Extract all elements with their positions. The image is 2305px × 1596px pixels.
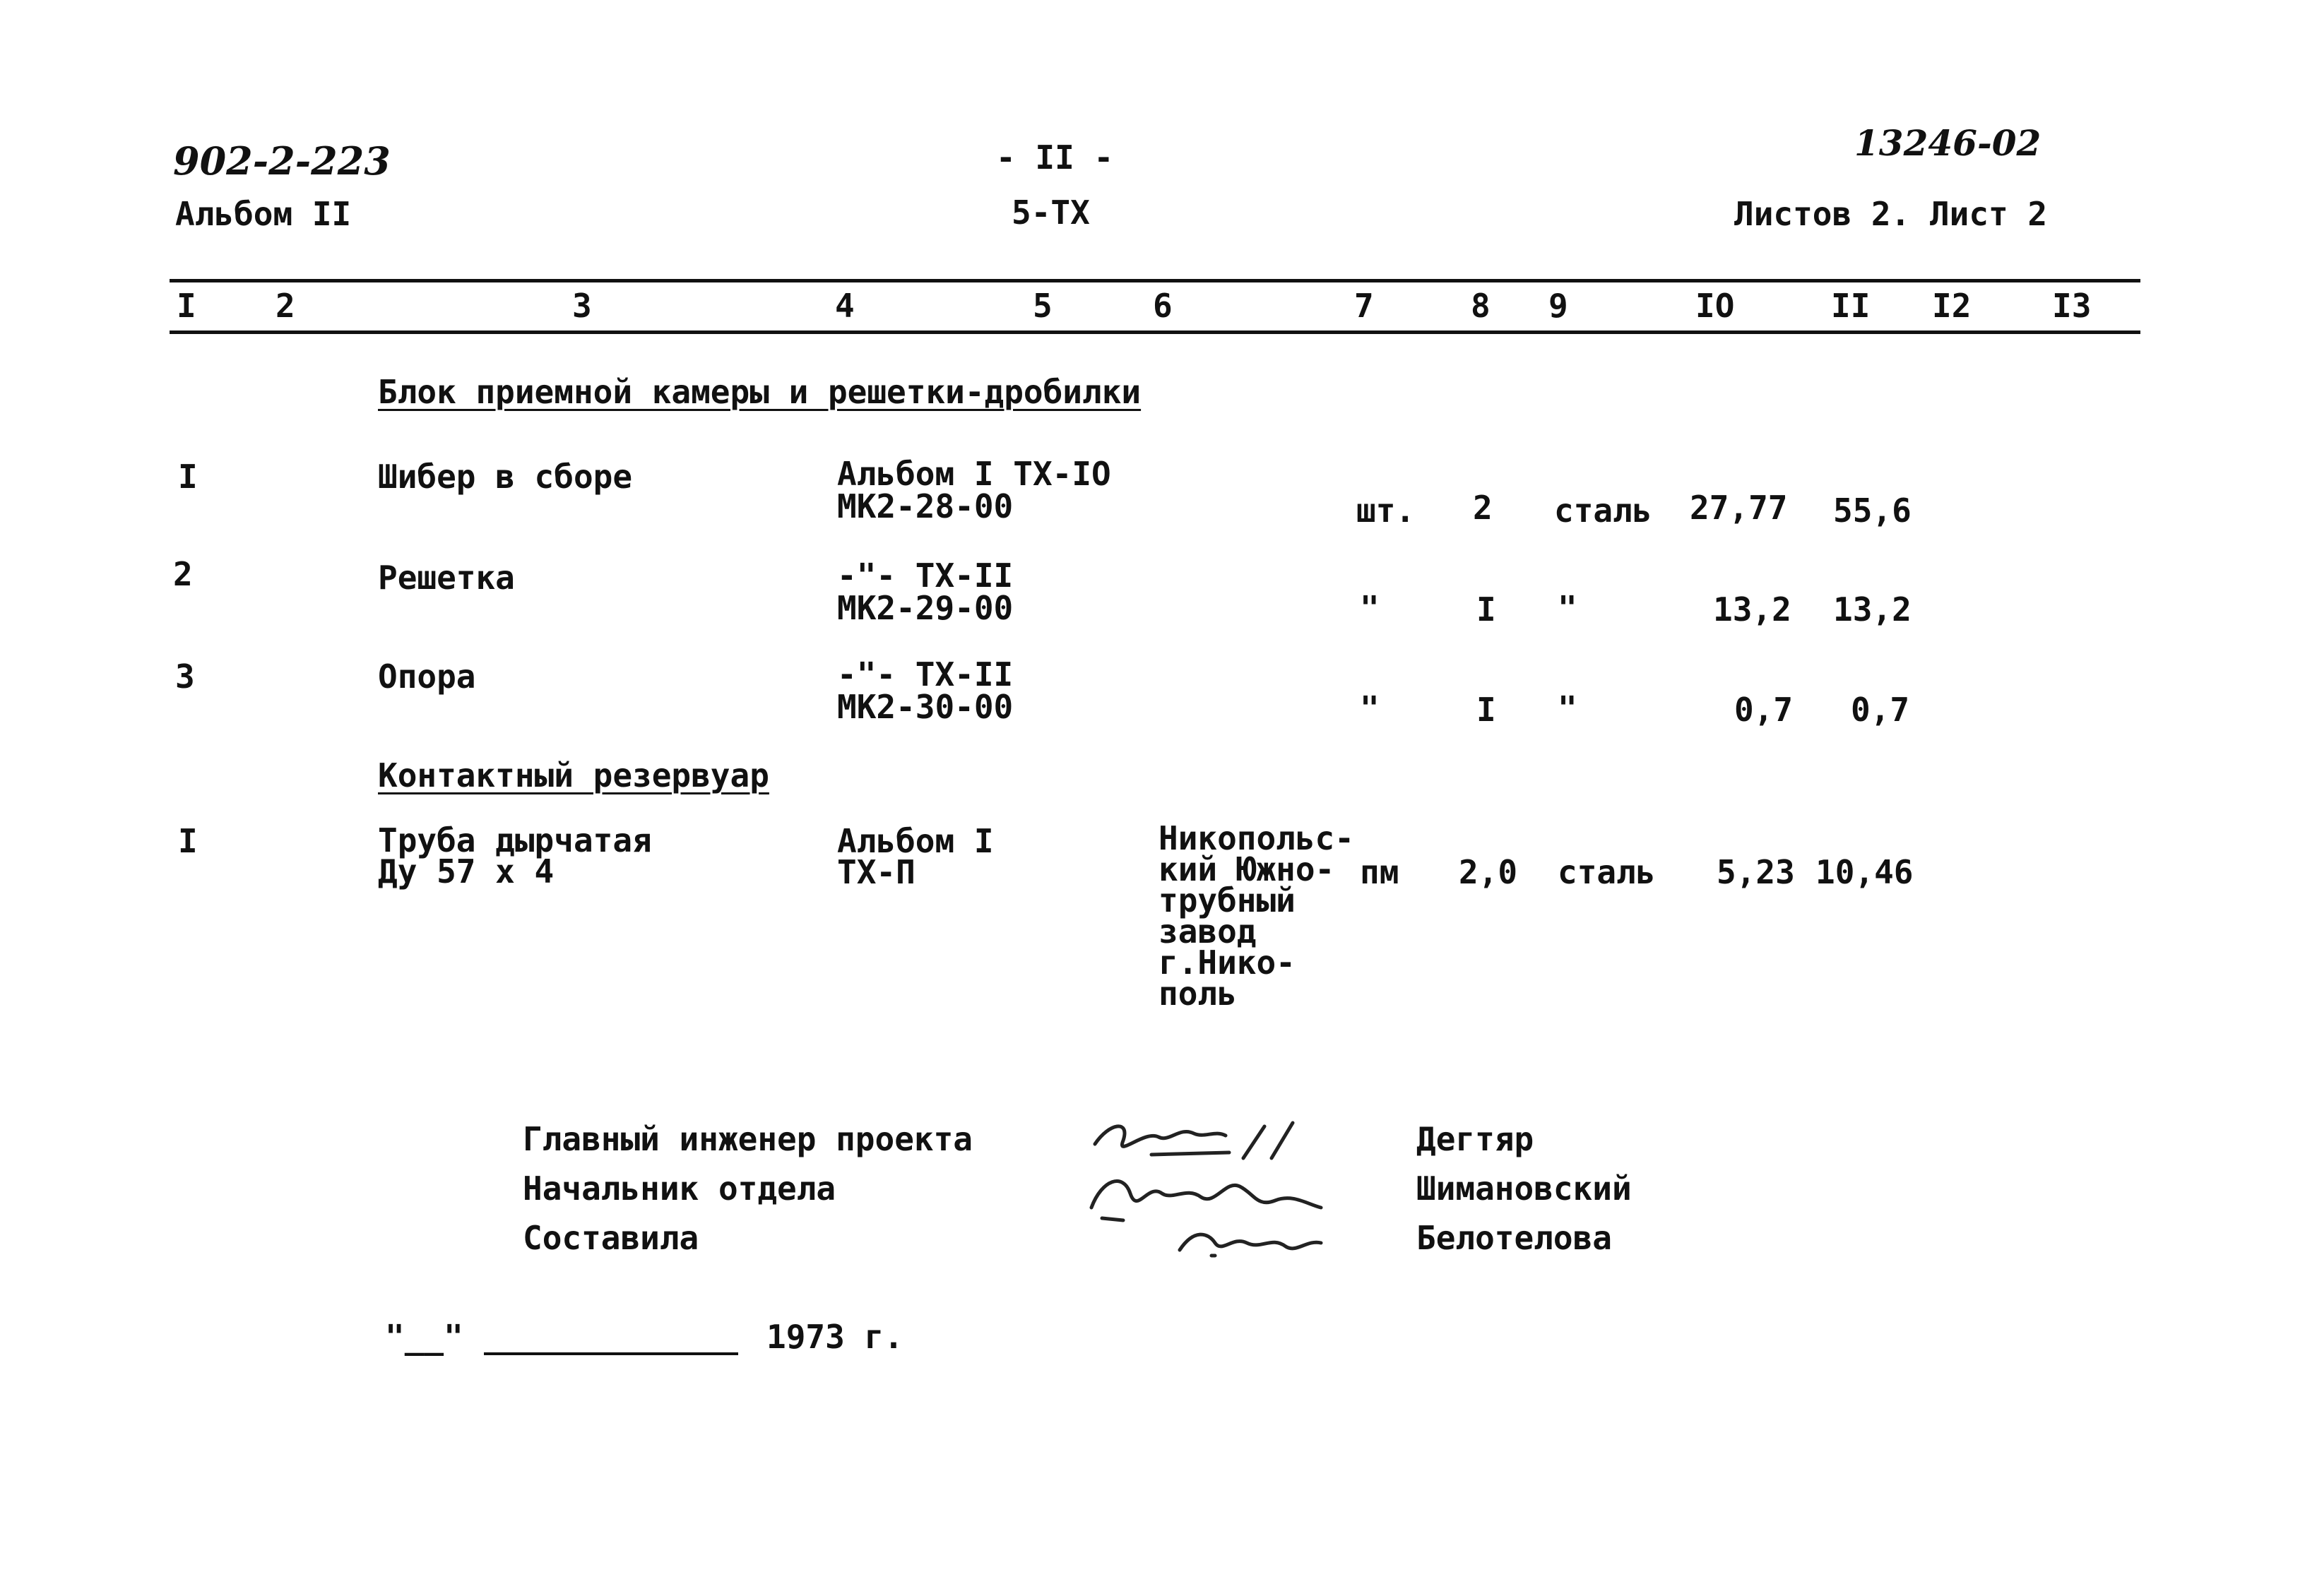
total-mass: 13,2: [1833, 590, 1912, 629]
date-day: "__": [385, 1318, 463, 1356]
row-number: 3: [175, 657, 195, 696]
unit: ": [1360, 689, 1380, 727]
col-header-6: 6: [1153, 287, 1173, 325]
col-header-9: 9: [1548, 287, 1568, 325]
col-header-13: I3: [2052, 287, 2092, 325]
handwritten-signatures: [1081, 1102, 1377, 1271]
signature-role: Начальник отдела: [523, 1169, 836, 1208]
doc-ref: Альбом I ТХ-IO: [837, 455, 1111, 493]
group-title-1: Блок приемной камеры и решетки-дробилки: [378, 373, 1142, 411]
drawing-code: МК2-30-00: [837, 688, 1014, 726]
drawing-code: МК2-29-00: [837, 589, 1014, 627]
quantity: 2: [1473, 489, 1493, 527]
unit-mass: 0,7: [1734, 691, 1794, 729]
doc-ref: Альбом I: [837, 822, 994, 860]
col-header-11: II: [1831, 287, 1871, 325]
unit: шт.: [1356, 492, 1416, 530]
col-header-2: 2: [275, 287, 295, 325]
signature-role: Составила: [523, 1219, 699, 1257]
date-blank-line: [484, 1352, 738, 1355]
drawing-code: ТХ-П: [837, 853, 916, 891]
item-name: Опора: [378, 657, 476, 696]
signature-name: Белотелова: [1416, 1219, 1612, 1257]
unit-mass: 5,23: [1717, 853, 1795, 891]
col-header-7: 7: [1354, 287, 1374, 325]
col-header-1: I: [177, 287, 196, 325]
album-label: Альбом II: [175, 195, 352, 233]
doc-ref: -"- ТХ-II: [837, 655, 1014, 693]
col-header-3: 3: [572, 287, 592, 325]
drawing-code: МК2-28-00: [837, 487, 1014, 525]
header-rule-top: [170, 279, 2140, 282]
quantity: I: [1476, 590, 1496, 629]
unit: пм: [1360, 853, 1399, 891]
section-code: 5-ТХ: [1012, 193, 1090, 232]
material: ": [1558, 689, 1577, 727]
unit-mass: 13,2: [1713, 590, 1791, 629]
signature-name: Дегтяр: [1416, 1120, 1534, 1158]
item-name: Шибер в сборе: [378, 458, 633, 496]
col-header-8: 8: [1471, 287, 1491, 325]
item-name: Решетка: [378, 559, 515, 597]
col-header-10: IO: [1695, 287, 1735, 325]
col-header-5: 5: [1033, 287, 1053, 325]
page-number: - II -: [996, 138, 1114, 177]
row-number: I: [178, 458, 198, 496]
col-header-12: I2: [1932, 287, 1972, 325]
group-title-2: Контактный резервуар: [378, 756, 769, 794]
material: ": [1558, 589, 1577, 627]
date-year: 1973 г.: [766, 1318, 903, 1356]
signature-name: Шимановский: [1416, 1169, 1632, 1208]
quantity: I: [1476, 691, 1496, 729]
col-header-4: 4: [835, 287, 855, 325]
row-number: I: [178, 822, 198, 860]
total-mass: 0,7: [1851, 691, 1910, 729]
doc-ref: -"- ТХ-II: [837, 556, 1014, 595]
material: сталь: [1554, 492, 1652, 530]
item-name: Труба дырчатая Ду 57 х 4: [378, 821, 652, 891]
total-mass: 55,6: [1833, 492, 1912, 530]
doc-code: 902-2-223: [173, 138, 391, 184]
material: сталь: [1558, 853, 1656, 891]
manufacturer: Никопольс- кий Южно- трубный завод г.Нико- поль: [1159, 819, 1354, 1013]
sheets-label: Листов 2. Лист 2: [1734, 195, 2048, 233]
stamp-number: 13246-02: [1854, 122, 2042, 164]
unit-mass: 27,77: [1690, 489, 1788, 527]
row-number: 2: [173, 555, 193, 593]
unit: ": [1360, 589, 1380, 627]
signature-role: Главный инженер проекта: [523, 1120, 973, 1158]
quantity: 2,0: [1459, 853, 1518, 891]
total-mass: 10,46: [1815, 853, 1914, 891]
header-rule-bottom: [170, 330, 2140, 334]
